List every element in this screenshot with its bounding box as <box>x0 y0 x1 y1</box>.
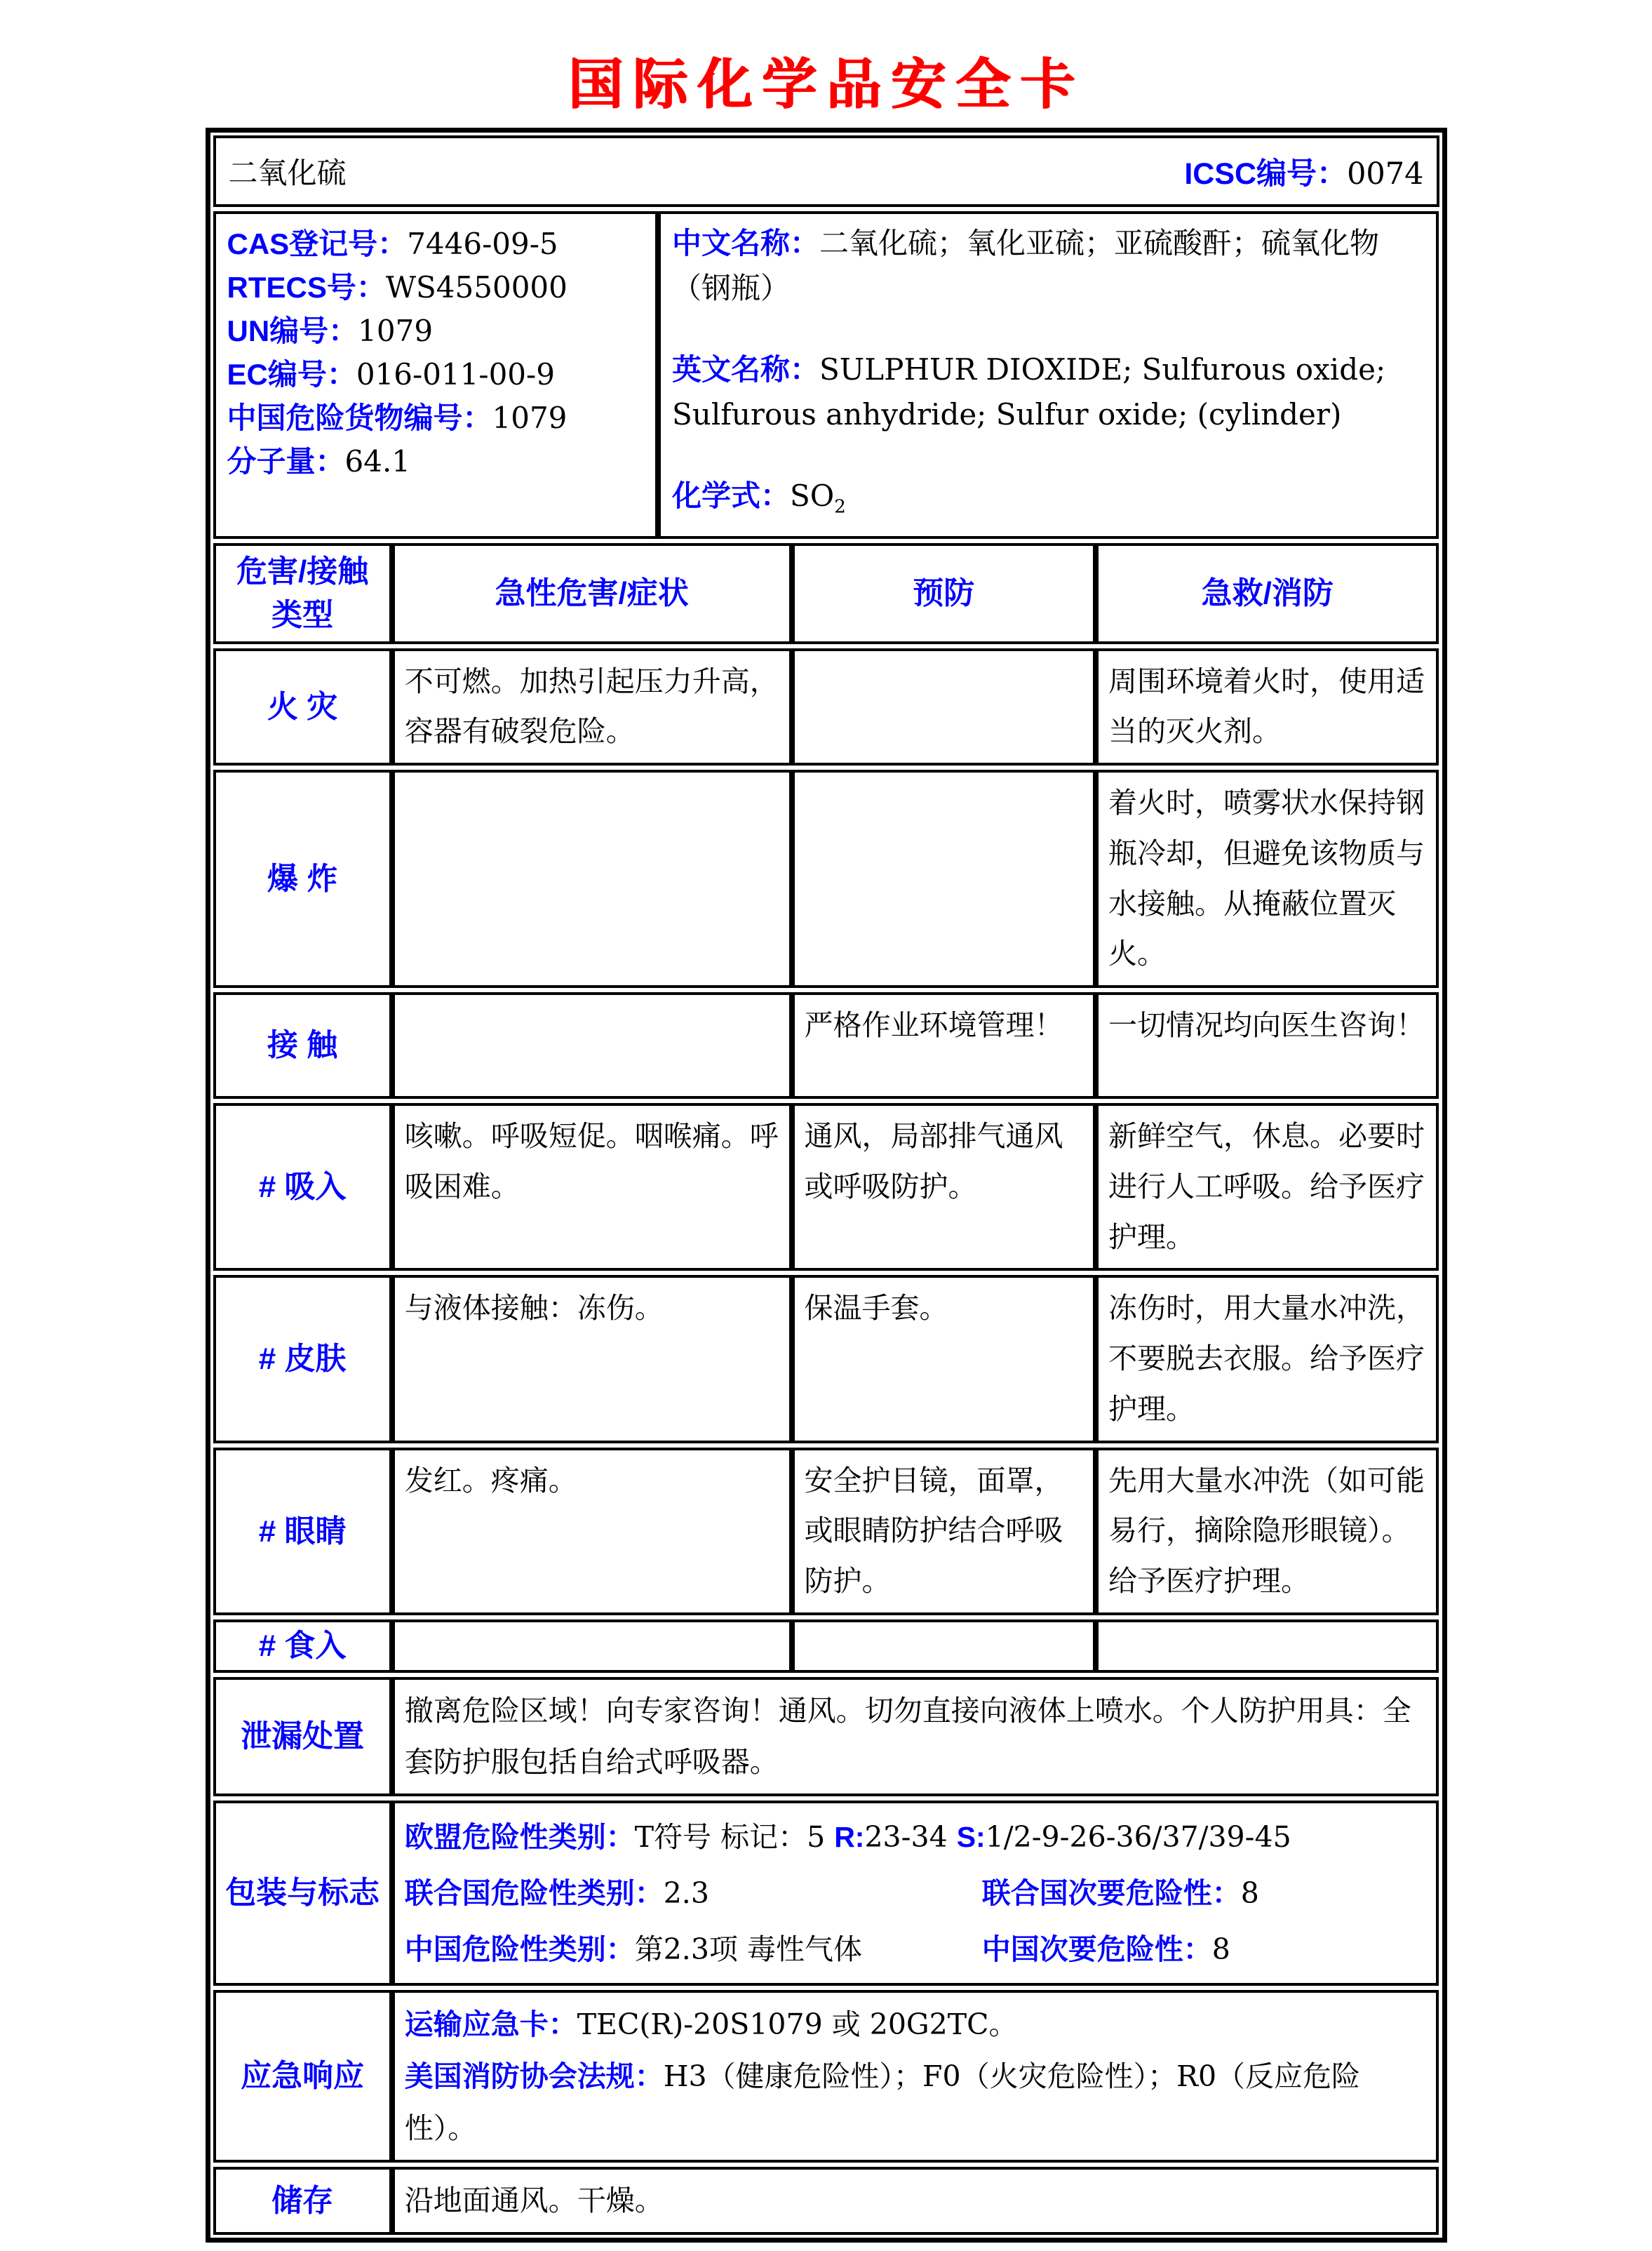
china-hazard-class-line <box>405 1921 1427 1977</box>
text-segment: 二氧化硫；氧化亚硫；亚硫酸酐；硫氧化物（钢瓶） <box>672 226 1380 305</box>
identification-left-cell <box>213 211 659 539</box>
row-label-inhalation: # 吸入 <box>213 1103 392 1271</box>
header-strip-row <box>213 135 1439 207</box>
hazard-header-row <box>213 543 1439 643</box>
row-label-contact: 接 触 <box>213 992 392 1099</box>
text-segment: 016-011-00-9 <box>356 357 555 392</box>
page-title: 国际化学品安全卡 <box>568 53 1084 115</box>
hazard-row-contact <box>213 992 1439 1099</box>
row-label-eyes: # 眼睛 <box>213 1448 392 1615</box>
text-segment: RTECS号： <box>227 271 386 304</box>
text-segment: 中文名称： <box>672 227 820 260</box>
english-name-line <box>672 347 1425 437</box>
fire-first-aid: 周围环境着火时，使用适当的灭火剂。 <box>1096 648 1439 766</box>
text-segment: 运输应急卡： <box>404 2008 577 2040</box>
storage-row <box>213 2167 1439 2235</box>
china-hazard-class <box>405 1921 982 1977</box>
row-label-fire: 火 灾 <box>213 648 392 766</box>
hazard-row-inhalation <box>213 1103 1439 1271</box>
text-segment: 联合国危险性类别： <box>404 1876 664 1909</box>
eyes-symptoms: 发红。疼痛。 <box>392 1448 792 1615</box>
header-prevention: 预防 <box>792 543 1096 643</box>
ingestion-first-aid <box>1096 1619 1439 1673</box>
hazard-row-eyes <box>213 1448 1439 1615</box>
row-label-skin: # 皮肤 <box>213 1275 392 1443</box>
emergency-response-row <box>213 1990 1439 2163</box>
hazard-row-fire <box>213 648 1439 766</box>
text-segment: 7446-09-5 <box>407 227 558 261</box>
ingestion-prevention <box>792 1619 1096 1673</box>
text-segment: ICSC编号： <box>1184 156 1348 191</box>
inhalation-prevention: 通风，局部排气通风或呼吸防护。 <box>792 1103 1096 1271</box>
hazard-row-ingestion <box>213 1619 1439 1673</box>
identification-row <box>213 211 1439 539</box>
text-segment: 联合国次要危险性： <box>981 1876 1241 1909</box>
page-title-wrap <box>0 0 1652 119</box>
text-segment: S: <box>956 1820 986 1853</box>
text-segment: 64.1 <box>344 444 411 479</box>
text-segment: TEC(R)-20S1079 或 20G2TC。 <box>577 2007 1018 2041</box>
emergency-content <box>392 1990 1439 2163</box>
formula-label: 化学式： <box>672 479 791 512</box>
spill-disposal-row <box>213 1677 1439 1796</box>
spill-disposal-text: 撤离危险区域！向专家咨询！通风。切勿直接向液体上喷水。个人防护用具：全套防护服包括自给式呼吸器。 <box>392 1677 1439 1796</box>
text-segment: WS4550000 <box>385 270 568 305</box>
text-segment: UN编号： <box>227 314 358 347</box>
text-segment: 2.3 <box>663 1876 709 1910</box>
text-segment: T符号 标记：5 <box>634 1819 835 1854</box>
formula-subscript: 2 <box>834 496 846 518</box>
header-first-aid: 急救/消防 <box>1096 543 1439 643</box>
identification-right-cell <box>658 211 1439 539</box>
text-segment: 中国危险性类别： <box>404 1932 635 1965</box>
packaging-content <box>392 1801 1439 1986</box>
row-label-emergency: 应急响应 <box>213 1990 392 2163</box>
nfpa-code-line <box>405 2050 1427 2154</box>
row-label-packaging: 包装与标志 <box>213 1801 392 1986</box>
storage-text: 沿地面通风。干燥。 <box>392 2167 1439 2235</box>
header-hazard-type: 危害/接触类型 <box>213 543 392 643</box>
eyes-prevention: 安全护目镜，面罩，或眼睛防护结合呼吸防护。 <box>792 1448 1096 1615</box>
text-segment: SULPHUR DIOXIDE; Sulfurous oxide; Sulfurous anhydride; Sulfur oxide; (cylinder) <box>672 352 1395 432</box>
cas-number-line <box>227 222 645 266</box>
china-subsidiary-risk <box>982 1932 1230 1966</box>
explosion-first-aid: 着火时，喷雾状水保持钢瓶冷却，但避免该物质与水接触。从掩蔽位置灭火。 <box>1096 770 1439 988</box>
text-segment: R: <box>834 1820 865 1853</box>
icsc-number <box>1184 150 1423 193</box>
formula-base: SO <box>790 479 835 513</box>
text-segment: 1079 <box>358 314 434 348</box>
header-acute-symptoms: 急性危害/症状 <box>392 543 792 643</box>
inhalation-symptoms: 咳嗽。呼吸短促。咽喉痛。呼吸困难。 <box>392 1103 792 1271</box>
text-segment: 美国消防协会法规： <box>404 2059 664 2092</box>
text-segment: 0074 <box>1347 156 1424 192</box>
text-segment: 分子量： <box>227 445 345 478</box>
contact-first-aid: 一切情况均向医生咨询！ <box>1096 992 1439 1099</box>
text-segment: 中国危险货物编号： <box>227 401 492 434</box>
hazard-row-skin <box>213 1275 1439 1443</box>
inhalation-first-aid: 新鲜空气，休息。必要时进行人工呼吸。给予医疗护理。 <box>1096 1103 1439 1271</box>
skin-prevention: 保温手套。 <box>792 1275 1096 1443</box>
text-segment: 第2.3项 毒性气体 <box>634 1932 862 1966</box>
transport-emergency-card-line <box>405 1998 1427 2050</box>
row-label-spill-disposal: 泄漏处置 <box>213 1677 392 1796</box>
contact-symptoms <box>392 992 792 1099</box>
un-number-line <box>227 309 645 353</box>
text-segment: CAS登记号： <box>227 227 408 260</box>
hazard-row-explosion <box>213 770 1439 988</box>
explosion-symptoms <box>392 770 792 988</box>
rtecs-number-line <box>227 266 645 309</box>
ec-number-line <box>227 353 645 396</box>
header-strip-cell <box>213 135 1439 207</box>
text-segment: 英文名称： <box>672 353 820 386</box>
text-segment: 欧盟危险性类别： <box>404 1820 635 1853</box>
substance-name: 二氧化硫 <box>228 156 347 190</box>
fire-prevention <box>792 648 1096 766</box>
chinese-name-line <box>672 221 1425 311</box>
packaging-labelling-row <box>213 1801 1439 1986</box>
text-segment: 8 <box>1211 1932 1230 1966</box>
text-segment: 8 <box>1240 1876 1259 1910</box>
skin-first-aid: 冻伤时，用大量水冲洗，不要脱去衣服。给予医疗护理。 <box>1096 1275 1439 1443</box>
un-hazard-class <box>405 1865 982 1921</box>
safety-card <box>206 128 1447 2243</box>
text-segment: 中国次要危险性： <box>981 1932 1212 1965</box>
eu-hazard-class-line <box>405 1809 1427 1865</box>
row-label-explosion: 爆 炸 <box>213 770 392 988</box>
skin-symptoms: 与液体接触：冻伤。 <box>392 1275 792 1443</box>
text-segment: 23-34 <box>864 1819 957 1854</box>
un-hazard-class-line <box>405 1865 1427 1921</box>
un-subsidiary-risk <box>982 1876 1259 1910</box>
china-dangerous-goods-number-line <box>227 396 645 440</box>
text-segment: 1/2-9-26-36/37/39-45 <box>985 1819 1291 1854</box>
contact-prevention: 严格作业环境管理！ <box>792 992 1096 1099</box>
ingestion-symptoms <box>392 1619 792 1673</box>
chemical-formula-line <box>672 474 1425 529</box>
explosion-prevention <box>792 770 1096 988</box>
text-segment: EC编号： <box>227 358 356 391</box>
fire-symptoms: 不可燃。加热引起压力升高，容器有破裂危险。 <box>392 648 792 766</box>
row-label-storage: 储存 <box>213 2167 392 2235</box>
text-segment: 1079 <box>492 401 568 435</box>
molecular-weight-line <box>227 440 645 483</box>
eyes-first-aid: 先用大量水冲洗（如可能易行，摘除隐形眼镜）。给予医疗护理。 <box>1096 1448 1439 1615</box>
text-segment: H3（健康危险性）；F0（火灾危险性）；R0（反应危险性）。 <box>404 2059 1361 2145</box>
row-label-ingestion: # 食入 <box>213 1619 392 1673</box>
